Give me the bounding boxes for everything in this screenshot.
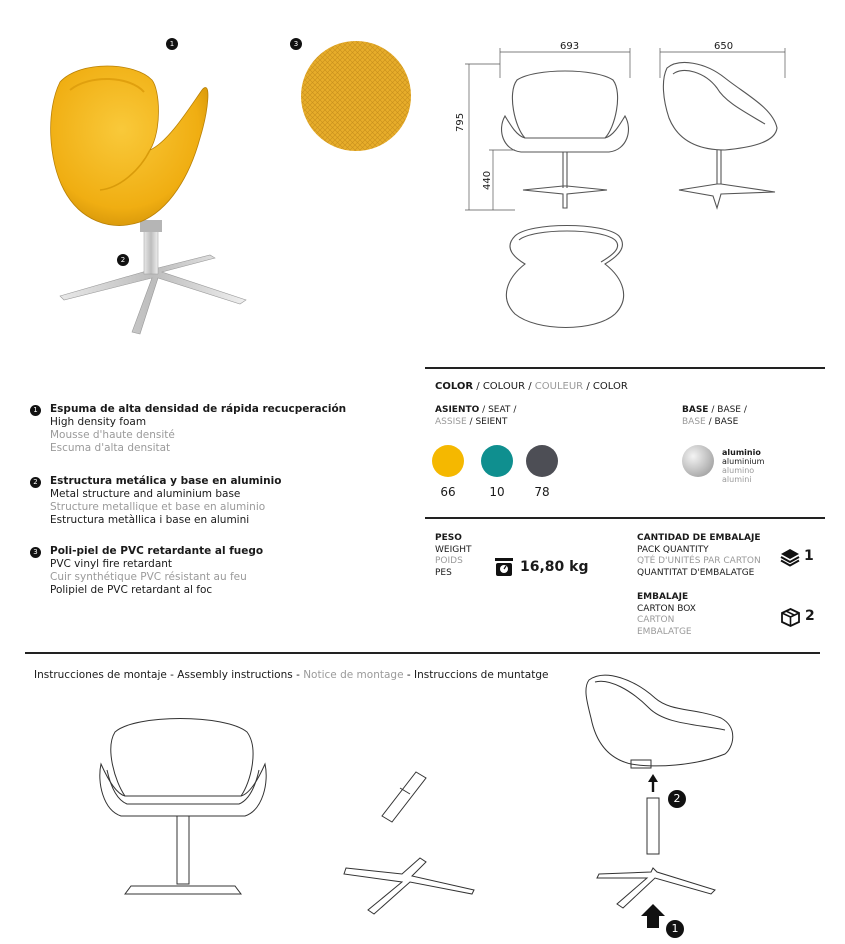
color-code: 66	[440, 485, 456, 499]
fabric-swatch	[300, 40, 412, 152]
divider-bottom	[25, 652, 820, 654]
color-swatch	[481, 445, 513, 477]
weight-fr: POIDS	[435, 556, 463, 566]
parts-drawing	[340, 770, 490, 920]
carton-label	[637, 592, 696, 638]
product-photo	[40, 60, 270, 340]
alu-en: aluminium	[722, 457, 765, 466]
color-heading-ca: COLOR	[592, 381, 628, 392]
feature-text-fr: Cuir synthétique PVC résistant au feu	[50, 571, 247, 583]
dim-height-total: 795	[455, 112, 466, 132]
base-fr: BASE	[682, 416, 706, 427]
feature-number: 3	[30, 547, 41, 558]
color-code: 10	[489, 485, 505, 499]
dim-width-side: 650	[714, 41, 734, 52]
technical-drawing	[455, 38, 800, 338]
weight-label	[435, 533, 471, 579]
weight-en: WEIGHT	[435, 544, 472, 555]
sep: -	[292, 669, 304, 681]
sep: /	[476, 381, 480, 392]
alu-ca: alumini	[722, 475, 752, 484]
pack-label	[637, 533, 761, 579]
color-swatch	[526, 445, 558, 477]
feature-text-ca: Estructura metàllica i base en alumini	[50, 514, 250, 526]
color-heading-en: COLOUR	[482, 381, 526, 392]
dim-width-front: 693	[560, 41, 580, 52]
marker-1: 1	[166, 38, 178, 50]
divider-mid	[425, 517, 825, 519]
aluminium-label	[722, 448, 764, 484]
sep: /	[513, 405, 517, 415]
weight-ca: PES	[435, 567, 452, 578]
feature-text-ca: Escuma d'alta densitat	[50, 442, 171, 454]
sep: -	[166, 669, 178, 681]
step-2-marker: 2	[668, 790, 686, 808]
carton-value: 2	[805, 608, 815, 624]
sep: /	[528, 381, 532, 392]
color-heading	[435, 380, 628, 393]
dim-height-seat: 440	[482, 170, 493, 190]
assembly-es: Instrucciones de montaje	[34, 669, 167, 681]
layers-icon	[780, 547, 800, 567]
feature-number: 2	[30, 477, 41, 488]
seat-ca: SEIENT	[475, 416, 508, 427]
feature-item	[50, 403, 346, 455]
pack-en: PACK QUANTITY	[637, 544, 709, 555]
feature-item	[50, 475, 281, 527]
sep: -	[403, 669, 415, 681]
sep: /	[586, 381, 590, 392]
carton-fr: CARTON	[637, 615, 675, 625]
exploded-chair-drawing	[575, 668, 745, 936]
feature-text-en: High density foam	[50, 416, 147, 428]
pack-value: 1	[804, 548, 814, 564]
color-swatch	[432, 445, 464, 477]
assembly-fr: Notice de montage	[303, 669, 404, 681]
sep: /	[469, 416, 473, 427]
weight-value: 16,80 kg	[520, 559, 589, 575]
feature-text-es: Espuma de alta densidad de rápida recucperación	[50, 403, 347, 415]
feature-text-ca: Polipiel de PVC retardant al foc	[50, 584, 213, 596]
feature-item	[50, 545, 263, 597]
aluminium-swatch	[682, 445, 714, 477]
alu-es: aluminio	[722, 448, 761, 457]
weight-es: PESO	[435, 533, 462, 543]
pack-es: CANTIDAD DE EMBALAJE	[637, 533, 761, 543]
assembly-heading	[34, 669, 548, 682]
feature-text-en: Metal structure and aluminium base	[50, 488, 241, 500]
feature-text-es: Estructura metálica y base en aluminio	[50, 475, 282, 487]
scale-icon	[494, 557, 514, 577]
pack-fr: QTÉ D'UNITÉS PAR CARTON	[637, 556, 761, 566]
sep: /	[711, 405, 715, 415]
marker-2: 2	[117, 254, 129, 266]
carton-en: CARTON BOX	[637, 603, 696, 614]
seat-es: ASIENTO	[435, 405, 480, 415]
assembled-chair-drawing	[95, 712, 275, 902]
feature-text-fr: Mousse d'haute densité	[50, 429, 175, 441]
divider-top	[425, 367, 825, 369]
seat-fr: ASSISE	[435, 416, 467, 427]
color-heading-fr: COULEUR	[534, 381, 584, 392]
seat-label	[435, 405, 516, 428]
base-label	[682, 405, 747, 428]
marker-3: 3	[290, 38, 302, 50]
sep: /	[743, 405, 747, 415]
box-icon	[780, 607, 801, 627]
base-en: BASE	[717, 405, 741, 415]
base-ca: BASE	[714, 416, 739, 427]
pack-ca: QUANTITAT D'EMBALATGE	[637, 567, 755, 578]
seat-en: SEAT	[488, 405, 511, 415]
assembly-en: Assembly instructions	[177, 669, 293, 681]
feature-number: 1	[30, 405, 41, 416]
feature-text-fr: Structure metallique et base en aluminio	[50, 501, 266, 513]
base-es: BASE	[682, 405, 709, 415]
color-code: 78	[534, 485, 550, 499]
feature-text-es: Poli-piel de PVC retardante al fuego	[50, 545, 264, 557]
alu-fr: alumino	[722, 466, 755, 475]
sep: /	[482, 405, 486, 415]
carton-es: EMBALAJE	[637, 592, 689, 602]
carton-ca: EMBALATGE	[637, 626, 692, 637]
feature-text-en: PVC vinyl fire retardant	[50, 558, 173, 570]
color-heading-es: COLOR	[435, 381, 474, 392]
sep: /	[708, 416, 712, 427]
assembly-ca: Instruccions de muntatge	[414, 669, 549, 681]
step-1-marker: 1	[666, 920, 684, 938]
